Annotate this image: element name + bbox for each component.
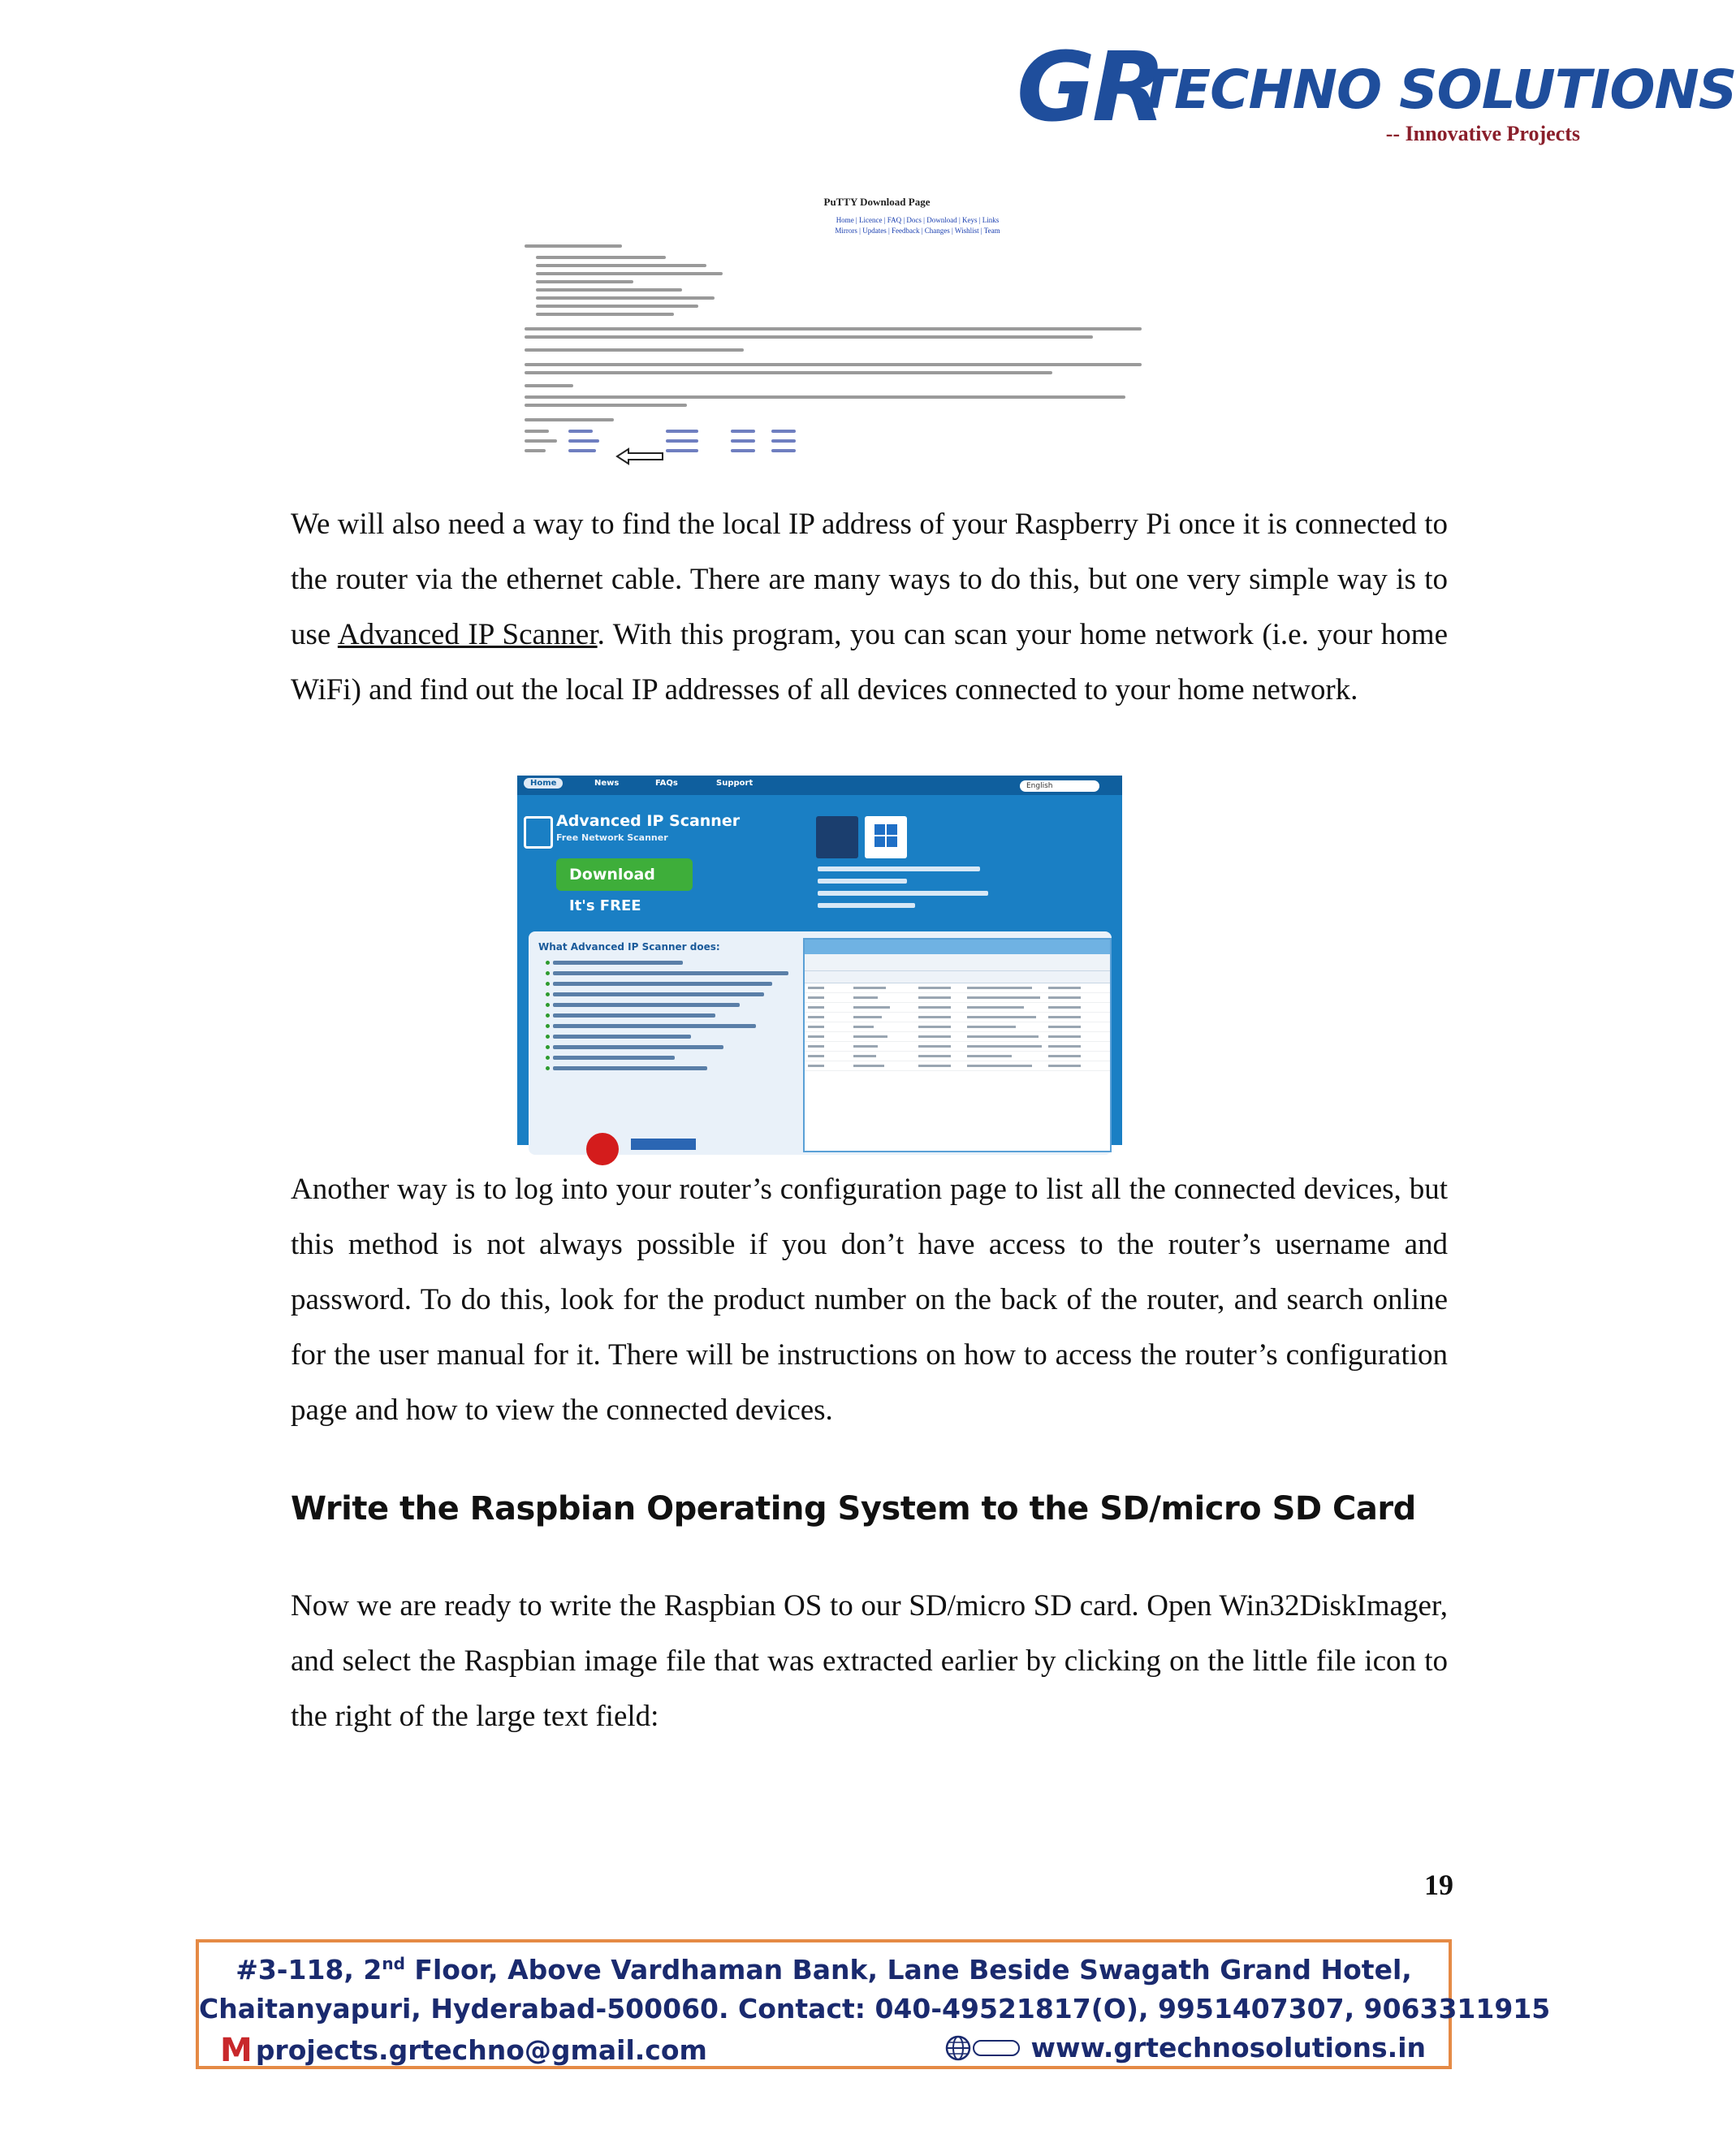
logo-company-name: TECHNO SOLUTIONS	[1138, 58, 1736, 121]
windows8-badge-icon	[865, 816, 907, 858]
aip-subtitle: Free Network Scanner	[556, 832, 668, 843]
footer-website[interactable]: www.grtechnosolutions.in	[944, 2032, 1426, 2063]
logo-tagline: -- Innovative Projects	[1385, 122, 1580, 145]
aip-tab-home: Home	[524, 778, 563, 789]
page-number: 19	[1424, 1869, 1453, 1901]
aip-language-select: English	[1020, 780, 1099, 792]
putty-download-screenshot	[512, 183, 1242, 491]
paragraph-write-os: Now we are ready to write the Raspbian OS to our SD/micro SD card. Open Win32DiskImager, and select the Raspbian image file that was extracted earlier by clicking on the little file icon to the right of the large text field:	[291, 1589, 1448, 1733]
aip-tab-news: News	[594, 779, 620, 788]
aip-tab-faqs: FAQs	[655, 779, 678, 788]
advanced-ip-scanner-screenshot	[517, 776, 1122, 1145]
aip-tab-support: Support	[716, 779, 754, 788]
aip-download-button: Download	[556, 858, 693, 891]
aip-editors-review-badge	[631, 1139, 696, 1150]
section-heading: Write the Raspbian Operating System to the SD/micro SD Card	[291, 1490, 1416, 1528]
aip-logo-icon	[524, 816, 553, 849]
putty-nav-links: Home | Licence | FAQ | Docs | Download | Keys | Links Mirrors | Updates | Feedback | Changes | Wishlist | Team	[835, 216, 1000, 235]
gmail-icon: M	[220, 2032, 253, 2069]
logo-gr-mark: GR	[1017, 31, 1163, 143]
footer-contact-box	[196, 1939, 1551, 2069]
company-logo	[1017, 31, 1736, 161]
footer-address-line2: Chaitanyapuri, Hyderabad-500060. Contact: 040-49521817(O), 9951407307, 9063311915	[199, 1993, 1551, 2025]
footer-address-line1: #3-118, 2nd Floor, Above Vardhaman Bank, Lane Beside Swagath Grand Hotel,	[235, 1954, 1412, 1986]
advanced-ip-scanner-link[interactable]: Advanced IP Scanner	[337, 618, 598, 651]
left-arrow-icon	[615, 447, 664, 465]
paragraph-router-config: Another way is to log into your router’s configuration page to list all the connected devices, but this method is not always possible if you don’t have access to the router’s username and password. To do this, look for the product number on the back of the router, and search online for the user manual for it. There will be instructions on how to access the router’s configuration page and how to view the connected devices.	[291, 1173, 1448, 1427]
aip-title: Advanced IP Scanner	[556, 812, 741, 830]
putty-page-title: PuTTY Download Page	[823, 196, 931, 208]
aip-panel-heading: What Advanced IP Scanner does:	[538, 941, 720, 953]
aip-version-info	[818, 866, 1045, 915]
aip-free-label: It's FREE	[569, 897, 641, 914]
aip-award-badge-icon	[586, 1133, 619, 1165]
globe-www-icon	[944, 2034, 1022, 2062]
aip-app-window	[803, 938, 1112, 1152]
aip-feature-list	[553, 961, 797, 1077]
paragraph-ip-address: We will also need a way to find the local IP address of your Raspberry Pi once it is connected to the router via the ethernet cable. There are many ways to do this, but one very simple way is to use Advanced IP Scanner. With this program, you can scan your home network (i.e. your home WiFi) and find out the local IP addresses of all devices connected to your home network.	[291, 508, 1449, 707]
footer-email[interactable]: M projects.grtechno@gmail.com	[220, 2032, 707, 2069]
windows7-badge-icon	[816, 816, 858, 858]
